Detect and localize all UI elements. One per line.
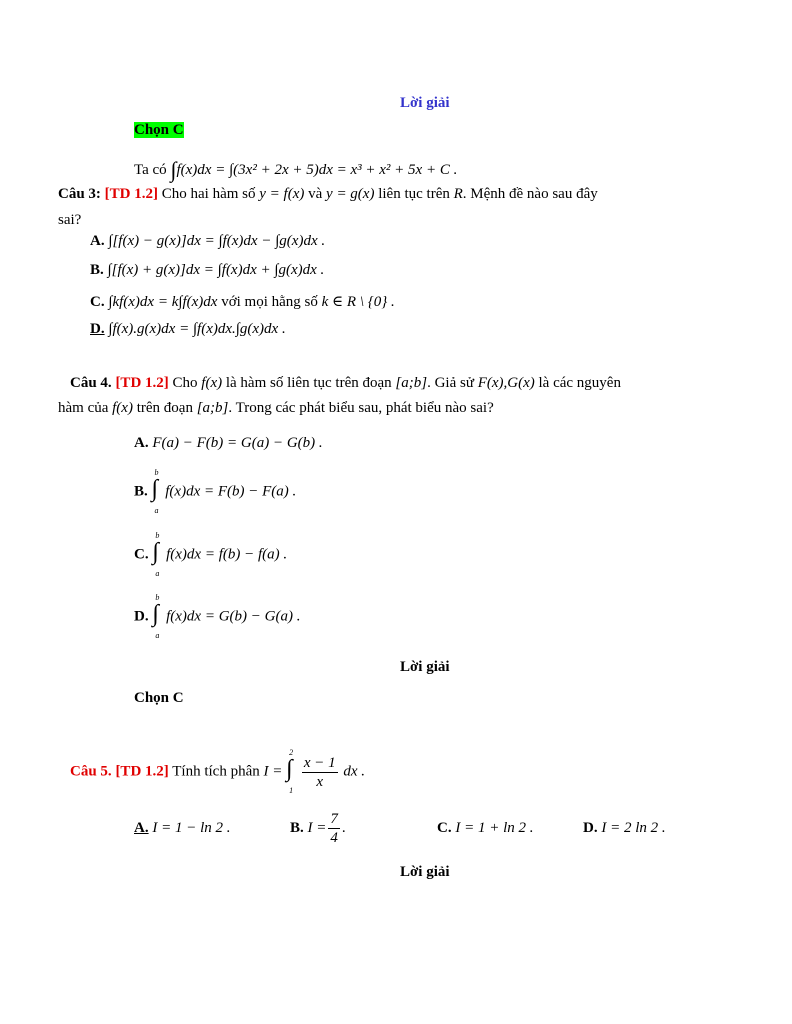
- q2-solution-heading: Lời giải: [400, 95, 450, 111]
- integral-upper-limit: 2: [289, 748, 294, 757]
- q5-tail: dx .: [343, 763, 366, 780]
- q5-option-d-key: D.: [583, 820, 598, 836]
- q5-text: Tính tích phân: [172, 763, 260, 780]
- q4-option-a-expr: F(a) − F(b) = G(a) − G(b) .: [152, 435, 323, 451]
- q3-text-4: y = g(x): [326, 186, 375, 202]
- q3-option-a-expr: ∫[f(x) − g(x)]dx = ∫f(x)dx − ∫g(x)dx .: [108, 233, 326, 249]
- q3-option-b-expr: ∫[f(x) + g(x)]dx = ∫f(x)dx + ∫g(x)dx .: [107, 262, 325, 278]
- q3-option-d-key: D.: [90, 321, 105, 337]
- q4-option-c-key: C.: [134, 546, 149, 563]
- q5-fraction-numerator: x − 1: [303, 754, 336, 771]
- q4-line1-a: Cho: [172, 375, 198, 391]
- q4-option-d-key: D.: [134, 608, 149, 625]
- q5-option-d-expr: I = 2 ln 2 .: [601, 820, 666, 836]
- q3-tag: [TD 1.2]: [104, 186, 158, 202]
- q5-option-c-expr: I = 1 + ln 2 .: [455, 820, 534, 836]
- definite-integral-sign: ∫ b a: [152, 593, 160, 640]
- integral-sign: ∫: [170, 157, 177, 182]
- integral-upper-limit: b: [154, 468, 159, 477]
- q5-label: Câu 5.: [70, 763, 112, 780]
- q4-option-b: [134, 468, 297, 515]
- q4-line2-c: trên đoạn: [136, 400, 193, 416]
- q4-option-d-expr: f(x)dx = G(b) − G(a) .: [166, 608, 301, 625]
- integral-lower-limit: a: [155, 631, 160, 640]
- definite-integral-sign: ∫ 2 1: [286, 748, 294, 795]
- q4-line1-c: là hàm số liên tục trên đoạn: [225, 375, 392, 391]
- q4-line1-f: F(x),G(x): [477, 375, 535, 391]
- q4-line1-b: f(x): [201, 375, 223, 391]
- q3-option-c-key: C.: [90, 294, 105, 310]
- q4-stem-line2: [58, 400, 494, 417]
- integral-lower-limit: a: [155, 569, 160, 578]
- q4-label: Câu 4.: [70, 375, 112, 391]
- q4-solution-heading: Lời giải: [400, 659, 450, 675]
- q3-text-2: y = f(x): [259, 186, 305, 202]
- q4-option-b-key: B.: [134, 483, 148, 500]
- q3-option-a: [90, 233, 325, 250]
- q4-option-c: [134, 531, 288, 578]
- q4-line1-g: là các nguyên: [538, 375, 621, 391]
- q4-option-b-expr: f(x)dx = F(b) − F(a) .: [165, 483, 297, 500]
- q5-option-d: [583, 820, 666, 837]
- q5-stem: [70, 748, 366, 795]
- q5-option-a-expr: I = 1 − ln 2 .: [152, 820, 231, 836]
- q3-text-6: R: [453, 186, 463, 202]
- q3-text-3: và: [308, 186, 323, 202]
- integral-lower-limit: 1: [289, 786, 294, 795]
- q3-option-c-tail: với mọi hằng số: [221, 294, 318, 310]
- q3-text-7: . Mệnh đề nào sau đây: [462, 186, 598, 202]
- q2-work-prefix: Ta có: [134, 162, 167, 178]
- q3-option-c-expr: ∫kf(x)dx = k∫f(x)dx: [108, 294, 218, 310]
- q2-work: [134, 154, 457, 180]
- q5-option-a: [134, 820, 231, 837]
- q5-fraction: [302, 754, 338, 791]
- q4-line2-d: [a;b]: [196, 400, 229, 416]
- q3-text-1: Cho hai hàm số: [161, 186, 256, 202]
- q4-line2-a: hàm của: [58, 400, 109, 416]
- q4-line1-d: [a;b]: [395, 375, 428, 391]
- q4-option-c-expr: f(x)dx = f(b) − f(a) .: [166, 546, 288, 563]
- q5-option-b: [290, 810, 346, 847]
- q4-line2-e: . Trong các phát biểu sau, phát biểu nào sai?: [228, 400, 494, 416]
- q5-option-b-numerator: 7: [330, 811, 338, 827]
- integral-lower-limit: a: [154, 506, 159, 515]
- q5-tag: [TD 1.2]: [115, 763, 169, 780]
- q3-text-5: liên tục trên: [378, 186, 450, 202]
- q3-label: Câu 3:: [58, 186, 101, 202]
- q5-option-c: [437, 820, 534, 837]
- q3-option-d: [90, 321, 286, 338]
- q3-option-c: [90, 292, 395, 311]
- q5-solution-heading: Lời giải: [400, 864, 450, 880]
- q3-option-c-cond: k ∈ R \ {0} .: [321, 294, 395, 310]
- definite-integral-sign: ∫ b a: [152, 531, 160, 578]
- q5-lhs: I =: [263, 763, 283, 780]
- q4-line2-b: f(x): [112, 400, 133, 416]
- q2-work-expr: f(x)dx = ∫(3x² + 2x + 5)dx = x³ + x² + 5x + C .: [176, 162, 458, 178]
- q5-option-b-post: .: [341, 819, 346, 836]
- integral-upper-limit: b: [155, 531, 160, 540]
- q4-option-a-key: A.: [134, 435, 149, 451]
- q2-choice-highlight: Chọn C: [134, 122, 184, 138]
- q4-line1-e: . Giả sử: [427, 375, 474, 391]
- q3-option-a-key: A.: [90, 233, 105, 249]
- definite-integral-sign: ∫ b a: [151, 468, 159, 515]
- q4-tag: [TD 1.2]: [115, 375, 169, 391]
- q3-option-b: [90, 262, 324, 279]
- q2-choice: [134, 122, 184, 139]
- q5-option-b-key: B.: [290, 819, 304, 836]
- q4-choice: Chọn C: [134, 690, 184, 706]
- q3-option-b-key: B.: [90, 262, 104, 278]
- q4-option-d: [134, 593, 301, 640]
- q4-stem-line1: [70, 375, 621, 392]
- q3-stem-line1: [58, 186, 598, 203]
- q5-fraction-denominator: x: [316, 773, 324, 790]
- integral-upper-limit: b: [155, 593, 160, 602]
- q5-option-b-denominator: 4: [330, 830, 338, 846]
- q4-option-a: [134, 435, 323, 452]
- q5-option-c-key: C.: [437, 820, 452, 836]
- q3-option-d-expr: ∫f(x).g(x)dx = ∫f(x)dx.∫g(x)dx .: [108, 321, 286, 337]
- q5-option-a-key: A.: [134, 820, 149, 836]
- q5-option-b-pre: I =: [307, 819, 327, 836]
- q5-option-b-fraction: [328, 810, 340, 847]
- q3-stem-line2: sai?: [58, 212, 82, 228]
